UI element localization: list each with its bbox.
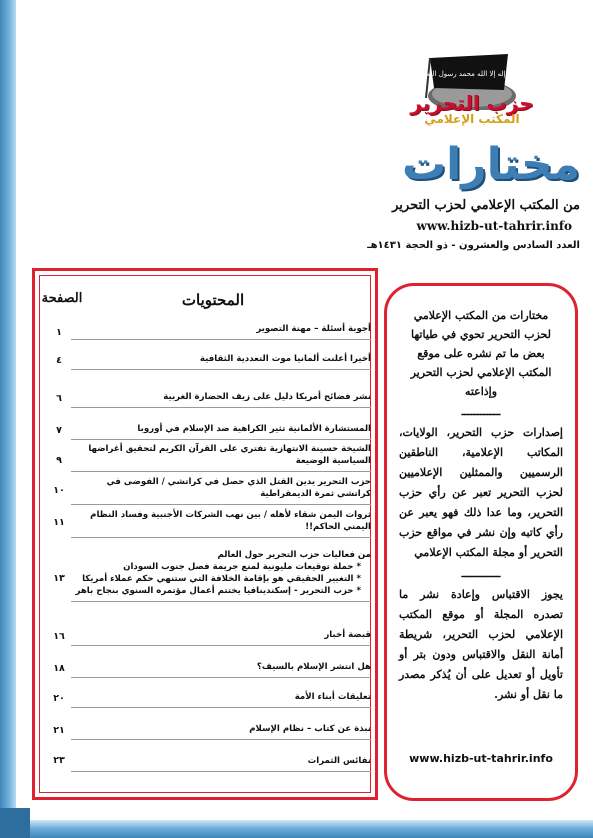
toc-row-page: ١١ [53,517,65,528]
toc-row-title: الشيخة حسينة الانتهازية تفتري على القرآن الكريم لتحقيق أغراضها السياسية الوضيعة [88,444,371,466]
toc-row[interactable] [71,323,371,340]
toc-subitem: * حزب التحرير - إسكندينافيا يختتم أعمال مؤتمره السنوي بنجاح باهر [75,586,361,596]
toc-row[interactable] [71,661,371,678]
toc-row-title: نفائس الثمرات [307,756,371,766]
toc-row-page: ١٨ [53,663,65,674]
toc-row-title: أجوبة أسئلة – مهنة التصوير [256,324,371,334]
website-url[interactable]: www.hizb-ut-tahrir.info [416,219,572,233]
toc-row[interactable] [71,353,371,370]
toc-row-page: ٧ [56,425,62,436]
toc-row-title: نشر فضائح أمريكا دليل على زيف الحضارة الغربية [163,392,371,402]
info-separator-2: ــــــــــــ [461,567,501,580]
toc-row-title: هل انتشر الإسلام بالسيف؟ [256,662,371,672]
page-corner-block [0,808,30,838]
toc-row-page: ١٣ [53,573,65,584]
toc-box [32,268,378,800]
page-left-border [0,0,16,838]
info-copyright: يجوز الاقتباس وإعادة نشر ما تصدره المجلة أو موقع المكتب الإعلامي لحزب التحرير، شريطة أمانة النقل والاقتباس ودون بتر أو تأويل أو تعديل على أن يُذكر مصدر ما نقل أو نشر. [399,588,563,701]
magazine-title: مختارات [401,139,580,190]
info-intro: مختارات من المكتب الإعلامي لحزب التحرير تحوي في طياتها بعض ما تم نشره على موقع المكتب الإعلامي لحزب التحرير وإذاعته [410,309,552,398]
party-name: حزب التحرير [410,91,534,115]
info-box [384,283,578,801]
page-bottom-border [0,820,593,838]
toc-row[interactable] [71,691,371,708]
toc-row-page: ٢٠ [53,693,65,704]
issue-line: العدد السادس والعشرون - ذو الحجة ١٤٣١هـ [367,240,580,251]
toc-row-title: ثروات اليمن شقاء لأهله / بين نهب الشركات الأجنبية وفساد النظام اليمني الحاكم!! [90,510,371,532]
toc-row[interactable] [71,391,371,408]
toc-row-title: أخيرا أعلنت ألمانيا موت التعددية الثقافية [199,354,371,364]
party-subtitle: المكتب الإعلامي [424,112,520,126]
flag-text: لا إله إلا الله محمد رسول الله [426,70,512,78]
toc-row[interactable] [71,755,371,772]
toc-row-title: تعليقات أبناء الأمة [294,692,371,702]
toc-row[interactable] [71,549,371,602]
info-website-url[interactable]: www.hizb-ut-tahrir.info [409,752,553,765]
toc-page-header: الصفحة [41,291,83,306]
info-disclaimer: إصدارات حزب التحرير، الولايات، المكاتب الإعلامية، الناطقين الرسميين والممثلين الإعلاميين لحزب التحرير تعبر عن رأي حزب التحرير، وما عدا ذلك فهو يعبر عن رأي كاتبه وإن نشر في مواقع حزب التحرير أو مجلة المكتب الإعلامي [399,426,563,559]
toc-row[interactable] [71,423,371,440]
toc-row[interactable] [71,476,371,505]
toc-row-page: ١٦ [53,631,65,642]
toc-row-page: ٢١ [53,725,65,736]
toc-row[interactable] [71,723,371,740]
toc-title: المحتويات [181,291,245,309]
toc-row-page: ٩ [56,455,62,466]
publisher-line: من المكتب الإعلامي لحزب التحرير [392,198,580,213]
toc-row[interactable] [71,509,371,538]
toc-row-page: ١ [56,327,62,338]
toc-row-page: ١٠ [53,485,65,496]
toc-subitem: * التغيير الحقيقي هو بإقامة الخلافة التي ستنهي حكم عملاء أمريكا [82,574,361,584]
toc-row[interactable] [71,629,371,646]
toc-row-title: قبضة أخبار [324,630,371,640]
toc-row-page: ٢٣ [53,755,65,766]
toc-row-page: ٦ [56,393,62,404]
info-separator: ــــــــــــ [461,405,501,418]
toc-row-title: المستشارة الألمانية تثير الكراهية ضد الإسلام في أوروبا [137,424,371,434]
toc-row[interactable] [71,443,371,472]
toc-row-title: من فعاليات حزب التحرير حول العالم [217,550,371,560]
toc-row-title: حزب التحرير يدين القتل الذي حصل في كراتشي / الفوضى في كراتشي ثمرة الديمقراطية [106,477,371,499]
toc-row-page: ٤ [56,355,62,366]
toc-subitem: * حملة توقيعات مليونية لمنع جريمة فصل جنوب السودان [123,562,361,572]
toc-row-title: نبذة عن كتاب – نظام الإسلام [249,724,371,734]
